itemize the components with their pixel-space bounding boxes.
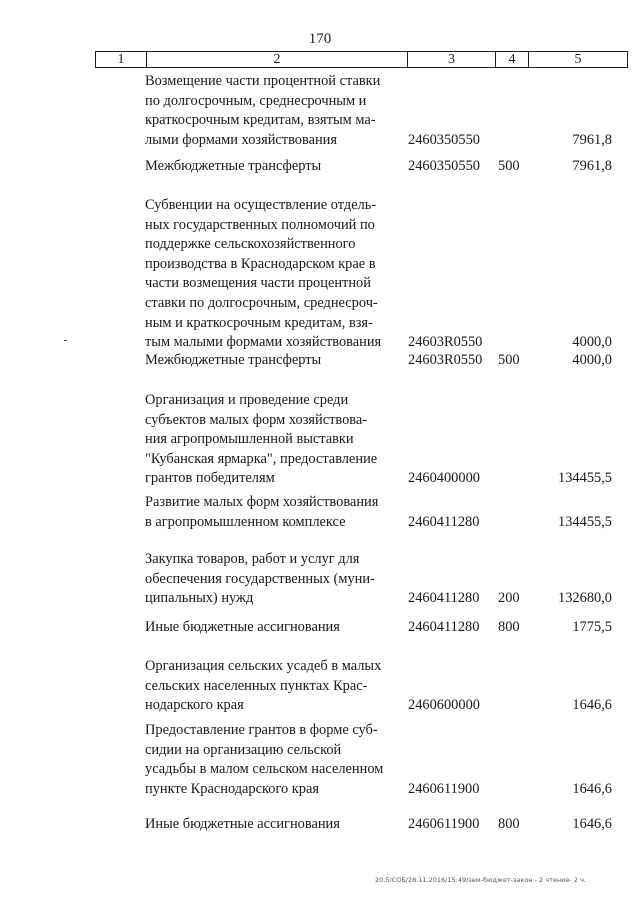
row-code: 2460350550 [408, 158, 480, 174]
row-description-line: Предоставление грантов в форме суб- [145, 722, 378, 738]
row-description-line: нодарского края [145, 697, 244, 714]
margin-mark [64, 340, 67, 341]
row-description [145, 391, 390, 489]
row-description-line: обеспечения государственных (муни- [145, 570, 375, 587]
row-amount: 1646,6 [572, 780, 612, 797]
footer-stamp: 20.5/СОБ/28.11.2016/15:49/зем-бюджет-закон - 2 чтение- 2 ч. [375, 876, 586, 884]
column-header-2: 2 [147, 52, 408, 68]
column-header-5: 5 [529, 52, 628, 68]
row-description [145, 493, 390, 532]
row-description-line: Межбюджетные трансферты [145, 352, 322, 368]
row-expense-type: 800 [498, 816, 520, 832]
row-description-line: Межбюджетные трансферты [145, 158, 322, 174]
row-description-line: Развитие малых форм хозяйствования [145, 494, 379, 510]
row-description-line: усадьбы в малом сельском населенном [145, 761, 384, 778]
column-header-1: 1 [96, 52, 147, 68]
row-description-line: краткосрочным кредитам, взятым ма- [145, 112, 376, 129]
row-description-line: ципальных) нужд [145, 590, 254, 607]
row-amount: 4000,0 [572, 352, 612, 368]
row-description-line: ставки по долгосрочным, среднесроч- [145, 294, 378, 311]
row-amount: 7961,8 [572, 131, 612, 148]
row-description-line: Организация и проведение среди [145, 392, 349, 408]
row-description-line: грантов победителям [145, 470, 275, 487]
row-description-line: Организация сельских усадеб в малых [145, 658, 382, 674]
row-description [145, 657, 390, 716]
row-description-line: Возмещение части процентной ставки [145, 73, 381, 89]
row-amount: 1646,6 [572, 816, 612, 832]
row-description [145, 72, 390, 150]
row-code: 2460411280 [408, 513, 480, 530]
row-description-line: Иные бюджетные ассигнования [145, 619, 340, 635]
row-expense-type: 500 [498, 352, 520, 368]
row-code: 2460411280 [408, 619, 480, 635]
row-description-line: Иные бюджетные ассигнования [145, 816, 340, 832]
row-description [145, 196, 390, 353]
row-description-line: части возмещения части процентной [145, 275, 371, 292]
row-amount: 1646,6 [572, 697, 612, 714]
row-description-line: "Кубанская ярмарка", предоставление [145, 450, 378, 467]
row-description [145, 815, 390, 835]
row-description [145, 618, 390, 638]
row-description-line: поддержке сельскохозяйственного [145, 236, 356, 253]
row-expense-type: 800 [498, 619, 520, 635]
row-amount: 132680,0 [558, 590, 612, 607]
column-header-table [95, 51, 628, 68]
row-amount: 1775,5 [572, 619, 612, 635]
row-description-line: производства в Краснодарском крае в [145, 255, 376, 272]
row-description-line: Закупка товаров, работ и услуг для [145, 551, 360, 567]
page-number: 170 [308, 31, 332, 47]
row-description [145, 550, 390, 609]
row-code: 24603R0550 [408, 334, 483, 351]
row-code: 2460350550 [408, 131, 480, 148]
column-header-3: 3 [408, 52, 496, 68]
row-description-line: лыми формами хозяйствования [145, 131, 337, 148]
row-expense-type: 200 [498, 590, 520, 607]
row-amount: 134455,5 [558, 513, 612, 530]
row-description-line: пункте Краснодарского края [145, 780, 320, 797]
column-header-row [96, 52, 628, 68]
row-description-line: ния агропромышленной выставки [145, 431, 354, 448]
row-code: 2460611900 [408, 816, 480, 832]
row-description-line: Субвенции на осуществление отдель- [145, 197, 377, 213]
row-code: 2460611900 [408, 780, 480, 797]
row-description-line: в агропромышленном комплексе [145, 513, 346, 530]
row-description-line: субъектов малых форм хозяйствова- [145, 411, 368, 428]
row-description-line: сидии на организацию сельской [145, 741, 342, 758]
row-description-line: тым малыми формами хозяйствования [145, 334, 382, 351]
row-amount: 4000,0 [572, 334, 612, 351]
row-description-line: ным и краткосрочным кредитам, взя- [145, 314, 373, 331]
row-code: 2460600000 [408, 697, 480, 714]
row-description [145, 351, 390, 371]
row-description-line: сельских населенных пунктах Крас- [145, 677, 368, 694]
row-code: 2460400000 [408, 470, 480, 487]
row-code: 24603R0550 [408, 352, 483, 368]
row-amount: 134455,5 [558, 470, 612, 487]
row-amount: 7961,8 [572, 158, 612, 174]
row-description [145, 721, 390, 799]
row-expense-type: 500 [498, 158, 520, 174]
row-description-line: ных государственных полномочий по [145, 216, 375, 233]
row-code: 2460411280 [408, 590, 480, 607]
row-description [145, 157, 390, 177]
column-header-4: 4 [496, 52, 529, 68]
row-description-line: по долгосрочным, среднесрочным и [145, 92, 367, 109]
